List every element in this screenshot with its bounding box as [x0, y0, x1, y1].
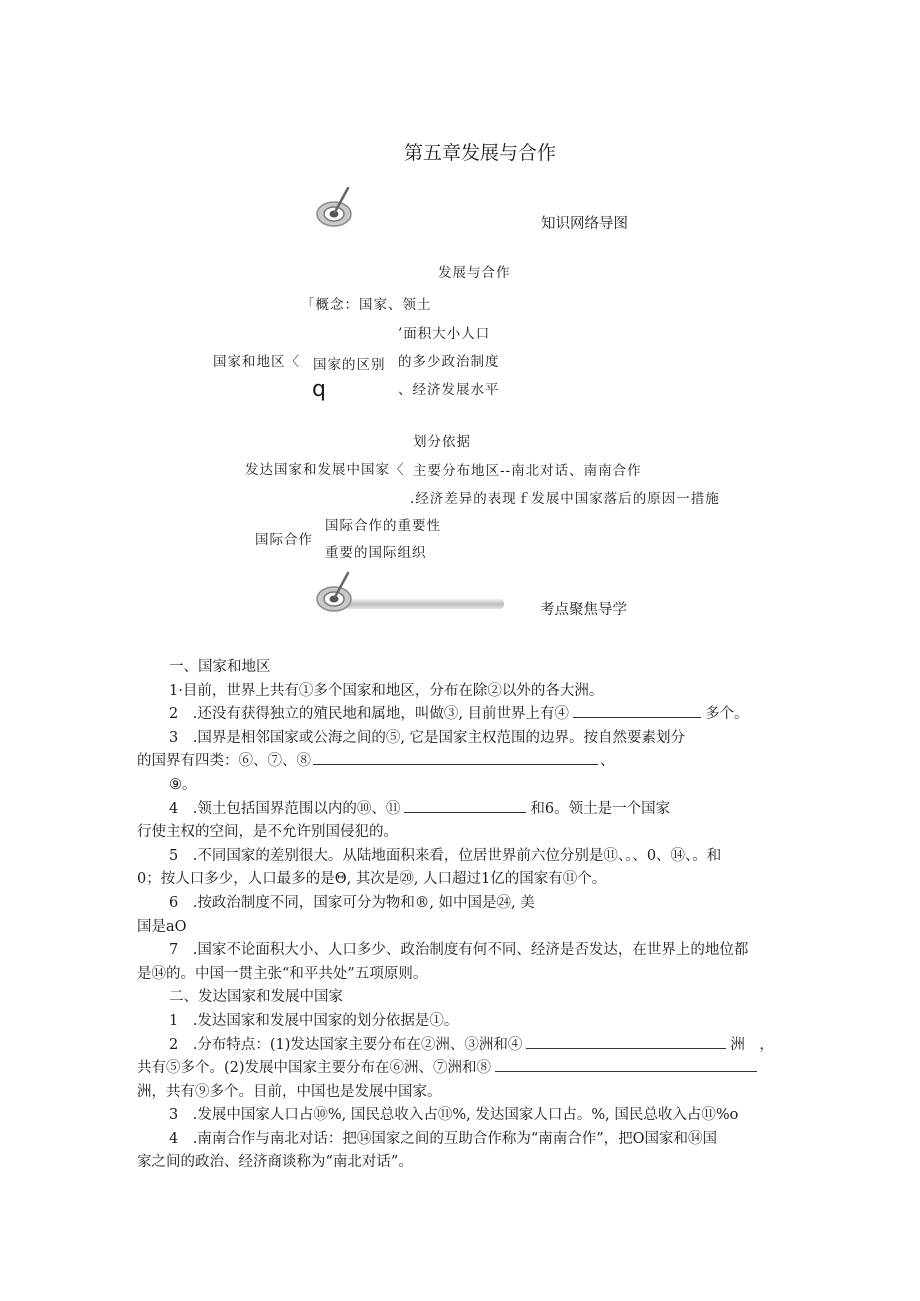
item-1-6-cont: 国是aO	[137, 918, 187, 935]
mindmap-area-pop: ’面积大小人口	[398, 326, 491, 342]
item-1-1: 1·目前，世界上共有①多个国家和地区，分布在除②以外的各大洲。	[169, 682, 604, 699]
item-1-2: 2 .还没有获得独立的殖民地和属地，叫做③, 目前世界上有④ 多个。	[137, 703, 787, 727]
item-2-3: 3 .发展中国家人口占⑩%, 国民总收入占⑪%, 发达国家人口占。%, 国民总收入占⑪%o	[169, 1107, 739, 1124]
item-1-7: 7 .国家不论面积大小、人口多少、政治制度有何不同、经济是否发达，在世界上的地位都	[169, 942, 749, 959]
body-text	[137, 656, 787, 1175]
mindmap-coop-importance: 国际合作的重要性	[325, 518, 441, 534]
target-pin-icon	[312, 183, 360, 229]
mindmap-root: 发展与合作	[438, 265, 511, 281]
mindmap-division-basis: 划分依据	[413, 434, 471, 450]
item-2-2: 2 .分布特点：(1)发达国家主要分布在②洲、③洲和④ 洲 ，	[137, 1034, 787, 1058]
knowledge-map-heading: 知识网络导图	[541, 216, 628, 232]
focus-guide-heading: 考点聚焦导学	[540, 602, 627, 618]
item-1-7-cont: 是⑭的。中国一贯主张“和平共处”五项原则。	[137, 965, 428, 982]
answer-blank	[404, 798, 526, 813]
item-1-3-end: ⑨。	[169, 776, 197, 793]
item-2-1: 1 .发达国家和发展中国家的划分依据是①。	[169, 1012, 459, 1029]
section-heading-1: 一、国家和地区	[169, 659, 271, 675]
mindmap-country-diff: 国家的区别	[313, 357, 386, 373]
item-1-3: 3 .国界是相邻国家或公海之间的⑤, 它是国家主权范围的边界。按自然要素划分	[169, 729, 686, 746]
answer-blank	[495, 1057, 757, 1072]
mindmap-politics: 的多少政治制度	[398, 354, 500, 370]
mindmap-econ-gap: .经济差异的表现ｆ发展中国家落后的原因一措施	[410, 491, 720, 507]
answer-blank	[573, 703, 701, 718]
answer-blank	[313, 750, 598, 765]
mindmap-countries-regions: 国家和地区〈	[213, 354, 300, 370]
item-1-5-cont: 0；按人口多少，人口最多的是Θ, 其次是⑳, 人口超过1亿的国家有⑪个。	[137, 871, 607, 888]
answer-blank	[526, 1034, 726, 1049]
page-title: 第五章发展与合作	[404, 142, 557, 164]
mindmap-intl-coop: 国际合作	[255, 532, 313, 548]
item-1-6: 6 .按政治制度不同，国家可分为物和®, 如中国是㉔, 美	[169, 894, 535, 911]
item-2-2-end: 洲，共有⑨多个。目前，中国也是发展中国家。	[137, 1083, 442, 1100]
mindmap-developed-developing: 发达国家和发展中国家〈	[245, 462, 405, 478]
item-1-5: 5 .不同国家的差别很大。从陆地面积来看，位居世界前六位分别是⑪、。、0、⑭、。和	[169, 847, 722, 864]
item-1-4-cont: 行使主权的空间，是不允许别国侵犯的。	[137, 824, 398, 841]
target-pin-bar-icon	[312, 570, 507, 616]
item-2-4: 4 .南南合作与南北对话：把⑭国家之间的互助合作称为“南南合作”，把O国家和⑭国	[169, 1130, 718, 1147]
item-2-4-cont: 家之间的政治、经济商谈称为“南北对话”。	[137, 1154, 413, 1171]
item-1-4: 4 .领土包括国界范围以内的⑩、⑪ 和6。领土是一个国家	[137, 798, 787, 822]
mindmap-concept: 「概念：国家、领土	[301, 297, 432, 313]
mindmap-stray-q: q	[312, 377, 326, 402]
mindmap-intl-orgs: 重要的国际组织	[325, 545, 427, 561]
section-heading-2: 二、发达国家和发展中国家	[169, 989, 343, 1006]
mindmap-distribution: 主要分布地区--南北对话、南南合作	[413, 463, 642, 479]
item-2-2-cont: 共有⑤多个。(2)发展中国家主要分布在⑥洲、⑦洲和⑧	[137, 1057, 787, 1081]
item-1-3-cont: 的国界有四类：⑥、⑦、⑧ 、	[137, 750, 787, 774]
mindmap-economy: 、经济发展水平	[398, 382, 500, 398]
